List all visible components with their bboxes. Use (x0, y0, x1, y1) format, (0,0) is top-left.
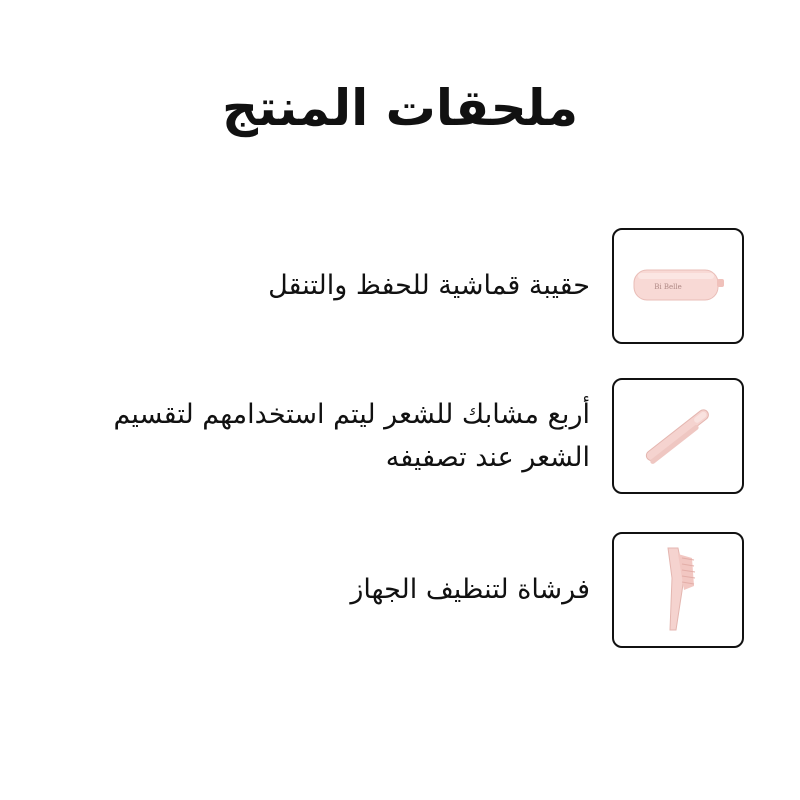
pouch-brand-label: Bi Belle (654, 283, 682, 291)
accessory-item-brush (0, 532, 800, 648)
accessory-image-frame (612, 228, 744, 344)
accessory-item-hair-clips (0, 378, 800, 494)
accessory-description: حقيبة قماشية للحفظ والتنقل (268, 270, 590, 302)
accessory-description: فرشاة لتنظيف الجهاز (350, 574, 590, 606)
accessory-image-frame (612, 378, 744, 494)
cleaning-brush-icon (614, 534, 742, 646)
page-title: ملحقات المنتج (221, 79, 579, 137)
hair-clip-icon (614, 380, 742, 492)
accessory-description: أربع مشابك للشعر ليتم استخدامهم لتقسيم الشعر عند تصفيفه (113, 398, 590, 473)
pouch-icon (614, 230, 742, 342)
accessory-image-frame (612, 532, 744, 648)
accessory-item-pouch (0, 228, 800, 344)
